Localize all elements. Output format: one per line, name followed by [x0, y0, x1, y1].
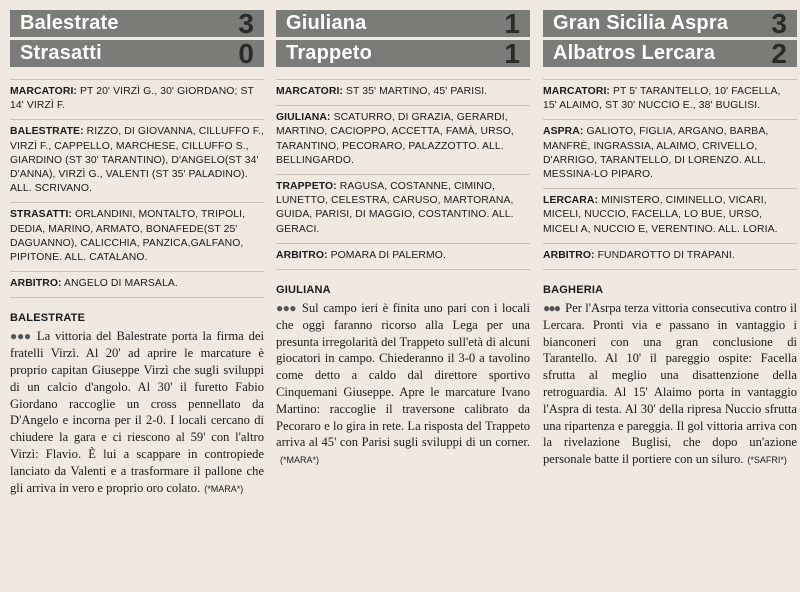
author-signature: (*SAFRI*): [747, 455, 787, 466]
info-label: ARBITRO:: [10, 278, 62, 290]
author-signature: (*MARA*): [204, 483, 244, 494]
match-info-box: [543, 79, 797, 270]
info-label: BALESTRATE:: [10, 126, 84, 138]
scorers-line: [276, 79, 530, 105]
info-text: PT 5' TARANTELLO, 10' FACELLA, 15' ALAIMO, ST 30' NUCCIO E., 38' BUGLISI.: [543, 86, 781, 112]
score-row-away: [543, 40, 797, 67]
report-body: [276, 300, 530, 469]
away-lineup: [543, 188, 797, 243]
team-score: 0: [238, 38, 254, 69]
info-label: MARCATORI:: [543, 86, 610, 97]
info-text: MINISTERO, CIMINELLO, VICARI, MICELI, NUCCIO, FACELLA, LO BUE, URSO, MICELI A, NUCCIO E, VERENTINO. ALL. LORIA.: [543, 195, 778, 235]
info-text: ST 35' MARTINO, 45' PARISI.: [346, 86, 488, 97]
scorers-line: [543, 79, 797, 119]
info-text: GALIOTO, FIGLIA, ARGANO, BARBA, MANFRÈ, INGRASSIA, ALAIMO, CRIVELLO, D'ARRIGO, TARANTELLO, DI LORENZO. ALL. MESSINA-LO PIPARO.: [543, 126, 769, 181]
match-report: [10, 312, 264, 497]
bullet-dots-icon: ●●●: [10, 329, 31, 344]
author-signature: (*MARA*): [280, 455, 320, 466]
scorers-line: [10, 79, 264, 119]
score-row-away: [276, 40, 530, 67]
team-score: 1: [504, 38, 520, 69]
dateline: GIULIANA: [276, 284, 331, 297]
info-label: GIULIANA:: [276, 112, 331, 124]
home-lineup: [543, 119, 797, 188]
team-score: 3: [238, 8, 254, 39]
match-column-balestrate-strasatti: [10, 10, 264, 497]
match-column-giuliana-trappeto: [276, 10, 530, 469]
home-lineup: [276, 105, 530, 174]
team-name: Balestrate: [20, 12, 119, 34]
away-lineup: [276, 174, 530, 243]
info-text: RIZZO, DI GIOVANNA, CILLUFFO F., VIRZÌ F., CAPPELLO, MARCHESE, CILLUFFO S., GIARDINO (ST 30' TARANTINO), D'ANGELO(ST 34' D'ANNA), VIRZÌ G., VALENTI (ST 35' PALADINO). ALL. SCRIVANO.: [10, 126, 264, 195]
home-lineup: [10, 119, 264, 202]
match-info-box: [10, 79, 264, 298]
referee-line: [276, 243, 530, 270]
info-text: SCATURRO, DI GRAZIA, GERARDI, MARTINO, CACIOPPO, ACCETTA, FAMÀ, URSO, TARANTINO, PECORARO, PALAZZOTTO. ALL. BELLINGARDO.: [276, 112, 514, 166]
score-row-home: [543, 10, 797, 37]
score-row-away: [10, 40, 264, 67]
info-label: TRAPPETO:: [276, 181, 337, 193]
info-label: STRASATTI:: [10, 209, 72, 221]
match-report: [276, 284, 530, 469]
info-label: ARBITRO:: [276, 249, 328, 261]
referee-line: [10, 271, 264, 298]
team-name: Giuliana: [286, 12, 367, 34]
info-label: LERCARA:: [543, 195, 599, 207]
info-text: POMARA DI PALERMO.: [330, 249, 446, 261]
team-name: Albatros Lercara: [553, 42, 716, 64]
info-text: ANGELO DI MARSALA.: [64, 278, 178, 290]
report-text: Per l'Asrpa terza vittoria consecutiva contro il Lercara. Pronti via e passano in vantaggio i bianconeri con una gran conclusione di Tarantello. Al 10' il pareggio ospite: Facella sfrutta al meglio una disattenzione della retroguardia. Al 15' Alaimo porta in vantaggio l'Aspra di testa. Al 30' della ripresa Nuccio sfrutta una ripartenza e pareggia. Il gol vittoria arriva con la rivelazione Buglisi, che dopo un'azione personale batte il portiere con un siluro.: [543, 301, 797, 467]
info-text: RAGUSA, COSTANNE, CIMINO, LUNETTO, CELESTRA, CARUSO, MARTORANA, GUIDA, PARISI, DI MAGGIO, COSTANTINO. ALL. GERACI.: [276, 181, 514, 235]
report-text: Sul campo ieri è finita uno pari con i locali che oggi faranno ricorso alla Lega per una presunta irregolarità del Trappeto sull'età di alcuni giocatori in campo. Chiederanno il 3-0 a tavolino come detto a caldo dal direttore sportivo Cinquemani Giuseppe. Apre le marcature Ivano Martino: raccoglie il traversone calibrato da Pecoraro e lo gira in rete. La risposta del Trappeto arriva al 45' con Parisi sugli sviluppi di un corner.: [276, 301, 531, 450]
bullet-dots-icon: ●●●: [276, 301, 296, 316]
dateline: BALESTRATE: [10, 312, 86, 325]
info-label: ARBITRO:: [543, 249, 595, 261]
report-body: [543, 300, 797, 469]
report-body: [10, 328, 264, 497]
info-text: ORLANDINI, MONTALTO, TRIPOLI, DEDIA, MARINO, ARMATO, BONAFEDE(ST 25' DAGUANNO), CALICCHIA, PANZICA,GALFANO, PIPITONE. ALL. CATALANO.: [10, 209, 246, 264]
team-score: 2: [771, 38, 787, 69]
info-label: ASPRA:: [543, 126, 584, 138]
bullet-dots-icon: ●●●: [543, 301, 560, 316]
info-text: PT 20' VIRZÌ G., 30' GIORDANO; ST 14' VIRZÌ F.: [10, 86, 254, 112]
info-label: MARCATORI:: [10, 86, 77, 97]
referee-line: [543, 243, 797, 270]
report-text: La vittoria del Balestrate porta la firma dei fratelli Virzì. Al 20' ad aprire le marcature è proprio capitan Giuseppe Virzì che sugli sviluppi di un calcio d'angolo. Al 30' il furetto Fabio Giordano raccoglie un cross pennellato da D'Angelo e incorna per il 2-0. I locali cercano di chiudere la gara e ci riescono al 59' con l'altro Virzì: Flavio. È lui a scappare in contropiede lanciato da Valenti e a trasformare il pallone che gli arriva in vero e proprio oro colato.: [10, 329, 264, 495]
team-name: Trappeto: [286, 42, 373, 64]
match-info-box: [276, 79, 530, 270]
dateline: BAGHERIA: [543, 284, 604, 297]
team-score: 3: [771, 8, 787, 39]
team-name: Strasatti: [20, 42, 102, 64]
team-name: Gran Sicilia Aspra: [553, 12, 729, 34]
match-column-aspra-lercara: [543, 10, 797, 469]
score-row-home: [10, 10, 264, 37]
away-lineup: [10, 202, 264, 271]
score-row-home: [276, 10, 530, 37]
team-score: 1: [504, 8, 520, 39]
info-label: MARCATORI:: [276, 86, 343, 97]
match-report: [543, 284, 797, 469]
info-text: FUNDAROTTO DI TRAPANI.: [597, 249, 735, 261]
